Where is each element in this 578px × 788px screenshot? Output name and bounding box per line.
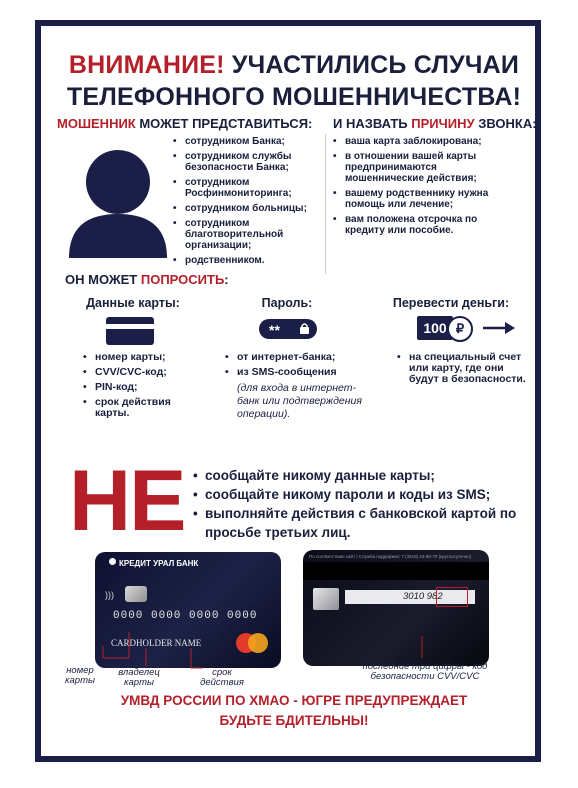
ask-word: ПОПРОСИТЬ (140, 272, 225, 287)
cvv-code: 3010 982 (403, 591, 443, 602)
list-item: • срок действия карты. (83, 397, 203, 419)
reason-header-b: ЗВОНКА: (474, 116, 537, 131)
list-item: • вашему родственнику нужна помощь или лечение; (333, 188, 503, 210)
card-bank-name: КРЕДИТ УРАЛ БАНК (119, 559, 199, 568)
list-item: • на специальный счет или карту, где они будут в безопасности. (397, 352, 527, 385)
label-cvv-note: последние три цифры - код безопасности CVV/CVC (362, 661, 488, 682)
transfer-heading: Перевести деньги: (392, 296, 510, 310)
list-item: • из SMS-сообщения (225, 367, 365, 378)
ask-header-b: : (224, 272, 229, 287)
footer-line1: УМВД РОССИИ ПО ХМАО - ЮГРЕ ПРЕДУПРЕЖДАЕТ (120, 693, 468, 708)
poster-title-line2: ТЕЛЕФОННОГО МОШЕННИЧЕСТВА! (66, 83, 522, 111)
list-item: • сотрудником больницы; (173, 203, 323, 214)
list-item: • CVV/CVC-код; (83, 367, 203, 378)
password-icon-stars: ** (269, 322, 280, 338)
impostor-word: МОШЕННИК (57, 116, 136, 131)
footer-line2: БУДЬТЕ БДИТЕЛЬНЫ! (219, 713, 369, 728)
callout-lines (41, 26, 547, 756)
list-item: • выполняйте действия с банковской картой по просьбе третьих лиц. (193, 504, 535, 542)
list-item: • от интернет-банка; (225, 352, 365, 363)
list-item: • сообщайте никому данные карты; (193, 466, 535, 485)
title-attention: ВНИМАНИЕ! (68, 51, 225, 79)
card-data-heading: Данные карты: (86, 296, 180, 310)
ruble-coin: ₽ (447, 316, 473, 342)
list-item: • сообщайте никому пароли и коды из SMS; (193, 485, 535, 504)
impostor-header-rest: МОЖЕТ ПРЕДСТАВИТЬСЯ: (135, 116, 313, 131)
label-card-expiry: срок действия (200, 667, 244, 688)
ask-header-a: ОН МОЖЕТ (65, 272, 141, 287)
list-item: • вам положена отсрочка по кредиту или пособие. (333, 214, 503, 236)
card-holder: CARDHOLDER NAME (111, 638, 202, 648)
card-number: 0000 0000 0000 0000 (113, 610, 258, 622)
title-line1-rest: УЧАСТИЛИСЬ СЛУЧАИ (224, 51, 520, 79)
list-item: • сотрудником Банка; (173, 136, 323, 147)
poster-frame (35, 20, 541, 762)
money-amount: 100 (417, 316, 453, 340)
card-back-text: По соответствию сайт | Служба поддержки: 7 (3519) 24-60-70 (круглосуточно) (309, 554, 472, 559)
reason-word: ПРИЧИНУ (411, 116, 475, 131)
list-item: • сотрудником Росфинмониторинга; (173, 177, 323, 199)
password-note: (для входа в интернет-банк или подтверждения операции). (237, 382, 362, 420)
password-heading: Пароль: (261, 296, 313, 310)
list-item: • сотрудником благотворительной организации; (173, 218, 323, 251)
list-item: • номер карты; (83, 352, 203, 363)
list-item: • ваша карта заблокирована; (333, 136, 503, 147)
ne-word: НЕ (69, 453, 185, 549)
list-item: • PIN-код; (83, 382, 203, 393)
list-item: • родственником. (173, 255, 323, 266)
label-card-number: номер карты (65, 665, 95, 686)
list-item: • в отношении вашей карты предпринимаются мошеннические действия; (333, 151, 503, 184)
label-card-owner: владелец карты (118, 667, 160, 688)
contactless-icon: ))) (105, 590, 114, 600)
reason-header-a: И НАЗВАТЬ (333, 116, 412, 131)
list-item: • сотрудником службы безопасности Банка; (173, 151, 323, 173)
